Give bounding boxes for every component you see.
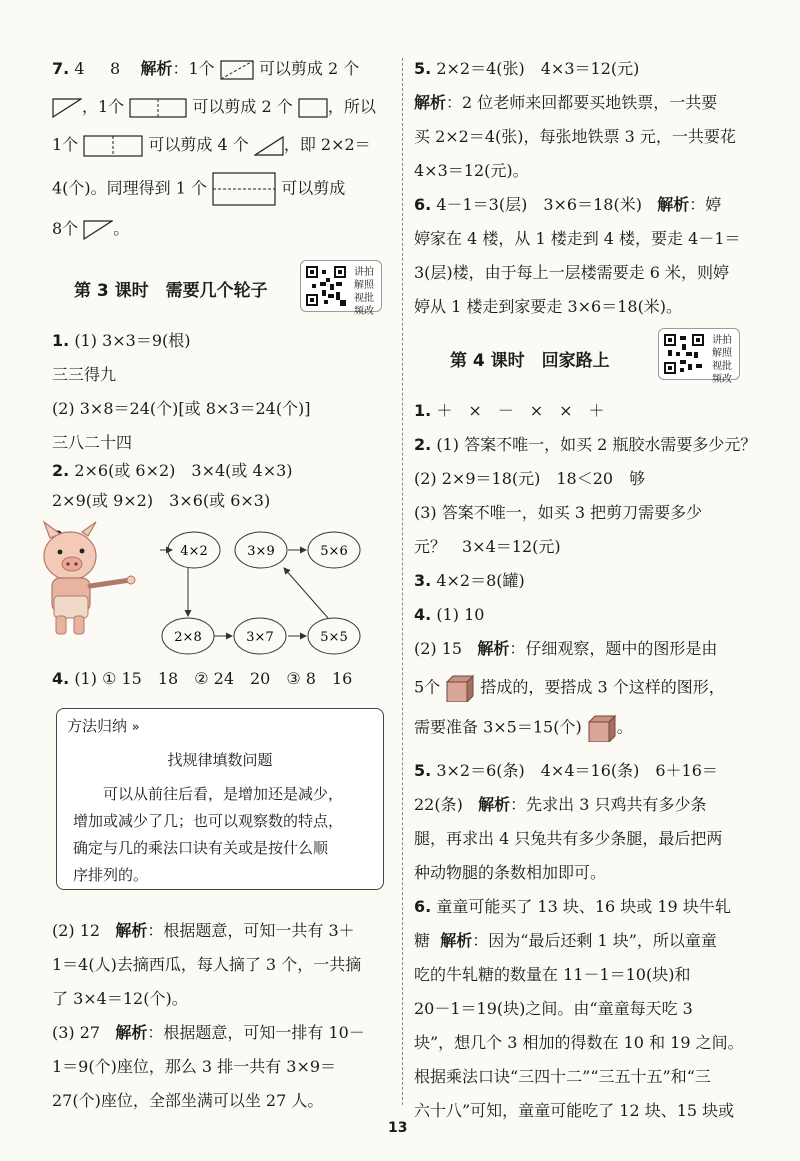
cube-icon (587, 714, 617, 742)
svg-text:2×8: 2×8 (174, 630, 202, 645)
q5-line-3: 买 2×2＝4(张)，每张地铁票 3 元，一共要花 (414, 127, 736, 146)
q6-line-2: 婷家在 4 楼，从 1 楼走到 4 楼，要走 4－1＝ (414, 229, 741, 248)
q1-line-1: 1. (1) 3×3＝9(根) (52, 331, 191, 350)
q7-line-1: 7. 4 8 解析：1个 可以剪成 2 个 (52, 59, 360, 78)
r4-line-4: 需要准备 3×5＝15(个) 。 (414, 714, 633, 742)
svg-text:4×2: 4×2 (180, 544, 208, 559)
node-3x9 (235, 532, 287, 568)
node-2x8 (162, 618, 214, 654)
r3-line: 3. 4×2＝8(罐) (414, 571, 525, 590)
qr-label: 讲拍解照视批频改 (712, 335, 732, 385)
qr-label: 讲拍解照视批频改 (354, 267, 374, 317)
lesson-3-qr-code[interactable] (300, 260, 382, 317)
r5-line-2: 22(条) 解析：先求出 3 只鸡共有多少条 (414, 795, 707, 814)
method-tag: 方法归纳 » (67, 717, 140, 735)
r6-line-7: 六十八”可知，童童可能吃了 12 块、15 块或 (414, 1101, 735, 1120)
lesson-4-qr-code[interactable] (658, 328, 740, 385)
node-5x6 (308, 532, 360, 568)
r4-line-2: (2) 15 解析：仔细观察，题中的图形是由 (414, 639, 718, 658)
q7-line-5: 8个 。 (52, 219, 130, 238)
lesson-3-title: 第 3 课时 需要几个轮子 (74, 281, 268, 301)
method-body: 可以从前往后看，是增加还是减少， 增加或减少了几；也可以观察数的特点， 确定与几的乘法口诀有关或是按什么顺 序排列的。 (73, 785, 344, 884)
q4-part3-line-2: 1＝9(个)座位，那么 3 排一共有 3×9＝ (52, 1057, 337, 1076)
r5-line-1: 5. 3×2＝6(条) 4×4＝16(条) 6＋16＝ (414, 761, 718, 780)
pig-cartoon-icon (30, 520, 138, 640)
svg-text:5×5: 5×5 (320, 630, 348, 645)
q4-part2-line-2: 1＝4(人)去摘西瓜，每人摘了 3 个，一共摘 (52, 955, 362, 974)
r6-line-1: 6. 童童可能买了 13 块、16 块或 19 块牛轧 (414, 897, 731, 916)
node-3x7 (234, 618, 286, 654)
q5-line-4: 4×3＝12(元)。 (414, 161, 529, 180)
svg-text:3×9: 3×9 (247, 544, 275, 559)
r6-line-6: 根据乘法口诀“三四十二”“三五十五”和“三 (414, 1067, 711, 1086)
q6-line-3: 3(层)楼，由于每上一层楼需要走 6 米，则婷 (414, 263, 730, 282)
node-5x5 (308, 618, 360, 654)
page-number: 13 (388, 1120, 408, 1136)
q4-part3-line-3: 27(个)座位，全部坐满可以坐 27 人。 (52, 1091, 324, 1110)
qr-code-icon (664, 334, 704, 374)
q4-part3-line-1: (3) 27 解析：根据题意，可知一排有 10－ (52, 1023, 365, 1042)
q7-line-4: 4(个)。同理得到 1 个 可以剪成 (52, 172, 345, 206)
q1-line-3: (2) 3×8＝24(个)[或 8×3＝24(个)] (52, 399, 311, 418)
triangle-figure (83, 220, 113, 240)
r2-line-3: (3) 答案不唯一，如买 3 把剪刀需要多少 (414, 503, 703, 522)
q5-line-1: 5. 2×2＝4(张) 4×3＝12(元) (414, 59, 640, 78)
qr-code-icon (306, 266, 346, 306)
method-title: 找规律填数问题 (167, 751, 273, 769)
r4-line-3: 5个 搭成的，要搭成 3 个这样的图形， (414, 674, 725, 702)
r6-line-2: 糖 解析：因为“最后还剩 1 块”，所以童童 (414, 931, 717, 950)
q7-line-2: ，1个 可以剪成 2 个 ，所以 (52, 96, 376, 118)
q1-line-2: 三三得九 (52, 365, 117, 384)
q6-line-1: 6. 4－1＝3(层) 3×6＝18(米) 解析：婷 (414, 195, 722, 214)
node-4x2 (168, 532, 220, 568)
large-rectangle-split-figure (83, 135, 143, 157)
svg-text:5×6: 5×6 (320, 544, 348, 559)
rectangle-diagonal-figure (220, 60, 254, 80)
big-rectangle-figure (212, 172, 276, 206)
lesson-4-title: 第 4 课时 回家路上 (450, 351, 610, 371)
q2-line-2: 2×9(或 9×2) 3×6(或 6×3) (52, 491, 271, 510)
cube-icon (445, 674, 475, 702)
q5-line-2: 解析：2 位老师来回都要买地铁票，一共要 (414, 93, 718, 112)
r6-line-5: 块”，想几个 3 相加的得数在 10 和 19 之间。 (414, 1033, 744, 1052)
q2-line-1: 2. 2×6(或 6×2) 3×4(或 4×3) (52, 461, 293, 480)
r6-line-4: 20－1＝19(块)之间。由“童童每天吃 3 (414, 999, 693, 1018)
square-figure (298, 98, 328, 118)
svg-text:3×7: 3×7 (246, 630, 274, 645)
q4-part2-line-3: 了 3×4＝12(个)。 (52, 989, 188, 1008)
triangle-figure (52, 98, 82, 118)
q4-part2-line-1: (2) 12 解析：根据题意，可知一共有 3＋ (52, 921, 355, 940)
r1-line: 1. ＋ × － × × ＋ (414, 401, 605, 420)
method-summary-box (56, 708, 384, 890)
q1-line-4: 三八二十四 (52, 433, 133, 452)
rectangle-split-figure (129, 98, 187, 118)
triangle-figure (254, 136, 284, 156)
column-divider (402, 58, 403, 1105)
multiplication-route-diagram (156, 520, 390, 660)
r5-line-4: 种动物腿的条数相加即可。 (414, 863, 607, 882)
r2-line-4: 元？ 3×4＝12(元) (414, 537, 561, 556)
r2-line-1: 2. (1) 答案不唯一，如买 2 瓶胶水需要多少元？ (414, 435, 757, 454)
r4-line-1: 4. (1) 10 (414, 605, 485, 624)
q6-line-4: 婷从 1 楼走到家要走 3×6＝18(米)。 (414, 297, 683, 316)
q7-line-3: 1个 可以剪成 4 个 ，即 2×2＝ (52, 134, 371, 157)
r5-line-3: 腿，再求出 4 只兔共有多少条腿，最后把两 (414, 829, 723, 848)
r2-line-2: (2) 2×9＝18(元) 18＜20 够 (414, 469, 646, 488)
q4-line-1: 4. (1) ① 15 18 ② 24 20 ③ 8 16 (52, 669, 353, 688)
r6-line-3: 吃的牛轧糖的数量在 11－1＝10(块)和 (414, 965, 691, 984)
